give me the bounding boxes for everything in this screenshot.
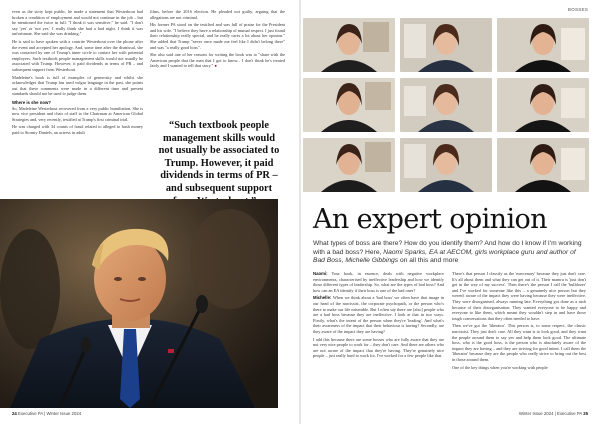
page-number: 24 bbox=[12, 411, 17, 416]
speaker-name: Naomi: bbox=[313, 271, 328, 276]
footer-publication: Executive PA | Winter Issue 2024 bbox=[17, 411, 82, 416]
body-column-2 bbox=[150, 9, 285, 71]
left-page bbox=[0, 0, 299, 424]
speaker-name: Michelle: bbox=[313, 295, 332, 301]
video-tile bbox=[303, 18, 395, 72]
pull-quote bbox=[155, 120, 283, 208]
paragraph: He was charged with 34 counts of fraud related to alleged to hush money paid to Stormy Daniels, an actress in adult bbox=[12, 124, 143, 135]
interview-paragraph bbox=[313, 271, 444, 293]
participant-illustration bbox=[497, 18, 589, 72]
paragraph: So, Madeleine Westerhout recovered from a very public humiliation. She is now vice president and chair of staff to the Chairman at American Global Strategies and, very recently, testified at Trump's first criminal trial. bbox=[12, 105, 143, 122]
standfirst-credit: Naomi Sparks, EA at AECOM, girls workplace guru and author of bbox=[383, 248, 576, 256]
video-tile bbox=[400, 138, 492, 192]
participant-illustration bbox=[400, 138, 492, 192]
paragraph: even as the story kept public, he made a statement that Westerhout had broken a condition of employment and would not continue in the job – but he mentioned the twice in full. "I think it was sensitive," he said. "I don't say 'yes' or 'not yes.' I really think she had a bad night. I think it was unfortunate. She said she was drinking." bbox=[12, 9, 143, 37]
interview-paragraph bbox=[313, 295, 444, 334]
book-title: Bad Boss bbox=[313, 257, 342, 265]
paragraph: One of the key things when you're working with people bbox=[452, 364, 548, 370]
participant-illustration bbox=[497, 138, 589, 192]
section-tag: BOSSES bbox=[567, 7, 588, 12]
video-tile bbox=[497, 78, 589, 132]
standfirst-author: , Michelle Gibbings bbox=[341, 257, 399, 265]
end-mark-icon: ● bbox=[214, 63, 217, 69]
paragraph-text: Your book, in essence, deals with negative workplace environments, characterised by ineffective leadership and how we identify those different types of leadership. So, what are the types of bad boss? And how can an EA identify if their boss is one of the bad ones? bbox=[313, 271, 444, 293]
video-tile bbox=[303, 78, 395, 132]
participant-illustration bbox=[303, 138, 395, 192]
subheading: Where is she now? bbox=[12, 99, 51, 105]
paragraph: films, before the 2016 election. He pleaded not guilty, arguing that the allegations are not criminal. bbox=[150, 9, 285, 20]
paragraph: Madeleine's book is full of examples of generosity and whilst she acknowledges that Trump has used vulgar language in the past, she points out that these comments were made in a different time and present standards should not be used to judge them. bbox=[12, 74, 143, 97]
paragraph: His former PA stood on the testified and was full of praise for the President and his wife. "I believe they have a relationship of mutual respect. I just found their relationship really special, and he really cares a lot about her opinion." She added that Trump "never once made me feel like I didn't belong there" and was "a really good boss". bbox=[150, 22, 285, 50]
interview-column-2 bbox=[452, 271, 586, 372]
portrait-photo bbox=[0, 199, 278, 408]
video-tile bbox=[400, 18, 492, 72]
article-headline: An expert opinion bbox=[313, 204, 547, 235]
right-page bbox=[301, 0, 600, 424]
participant-illustration bbox=[400, 78, 492, 132]
footer-publication: Winter Issue 2024 | Executive PA bbox=[518, 411, 583, 416]
participant-illustration bbox=[303, 78, 395, 132]
body-column-1 bbox=[12, 9, 143, 137]
participant-illustration bbox=[497, 78, 589, 132]
paragraph-text: I add this because there are some bosses who are fully aware that they are not very nice people to work for – they don't care. And there are others who are not aware of the impact that they're having. They're genuinely nice people – just really hard to work for. I've worked for a few people like that. bbox=[313, 336, 444, 359]
standfirst-end: on all this and more bbox=[398, 257, 459, 265]
page-footer bbox=[12, 411, 81, 416]
video-tile bbox=[497, 18, 589, 72]
participant-illustration bbox=[400, 18, 492, 72]
paragraph-text: When we think about a 'bad boss' we often have that image in our head of the narcissist, the corporate psychopath, or the person who's there to make our life miserable. But I often say there are [also] people who are a bad boss because they are ineffective. I look at that in two ways. Firstly, what's the intent of the person when they're 'leading'. And what's their awareness of the impact that their behaviour is having? Secondly, are they aware of the impact they are having? bbox=[313, 295, 444, 334]
video-tile bbox=[400, 78, 492, 132]
portrait-illustration bbox=[0, 199, 278, 408]
standfirst bbox=[313, 240, 583, 266]
paragraph-text: She also said one of her reasons for writing the book was to "share with the American people that the man that I got to know... I don't think he's treated fairly and I wanted to tell that story." bbox=[150, 52, 285, 69]
page-number: 25 bbox=[583, 411, 588, 416]
video-tile bbox=[303, 138, 395, 192]
pull-quote-text: “Such textbook people management skills would not usually be associated to Trump. However, it paid dividends in terms of PR – and subsequent support bbox=[158, 120, 280, 194]
paragraph bbox=[150, 52, 285, 69]
page-footer bbox=[519, 411, 588, 416]
participant-illustration bbox=[303, 18, 395, 72]
video-tile bbox=[497, 138, 589, 192]
interview-column-1 bbox=[313, 271, 444, 361]
paragraph: He is said to have spoken with a contrite Westerhout over the phone after the event and accepted her apology. And, some time after the dismissal, she was contacted by one of Trump's inner circle to contact her with potential employers. Such textbook people management skills would not usually be associated with Trump. However, it paid dividends in terms of PR – and subsequent support from Westerhout. bbox=[12, 38, 143, 72]
paragraph: There's that person I classify as the 'mercenary' because they just don't care. It's all about them and what they can get out of it. Their mantra is 'just don't get in the way of my success'. Then there's the person I call the 'bulldozer' and I've worked for someone like this – a genuinely nice person but they weren't aware of the impact they were having because they were ineffective. They were disorganised, always running late. Everything got done as a rush because of their disorganisation. They wanted everyone to be happy and everyone to like them, which meant they wouldn't step in and have those tough conversations that they often needed to have. bbox=[452, 271, 586, 321]
interview-paragraph bbox=[313, 337, 444, 359]
standfirst-text: What types of boss are there? How do you identify them? And how do I know if I'm working with a bad boss? Here, bbox=[313, 240, 582, 256]
paragraph: Then we've got the 'liberator'. This person is, to some respect, the classic narcissist. They just don't care. All they want is to look good, and they want the people around them to say yes and help them look good. The ultimate boss, who is the good boss, is the person who is absolutely aware of the impact they are having – and they are striving for good intent. I call them the 'liberator' because they are the people who really strive to bring out the best in those around them. bbox=[452, 323, 586, 362]
video-call-grid bbox=[303, 18, 591, 192]
